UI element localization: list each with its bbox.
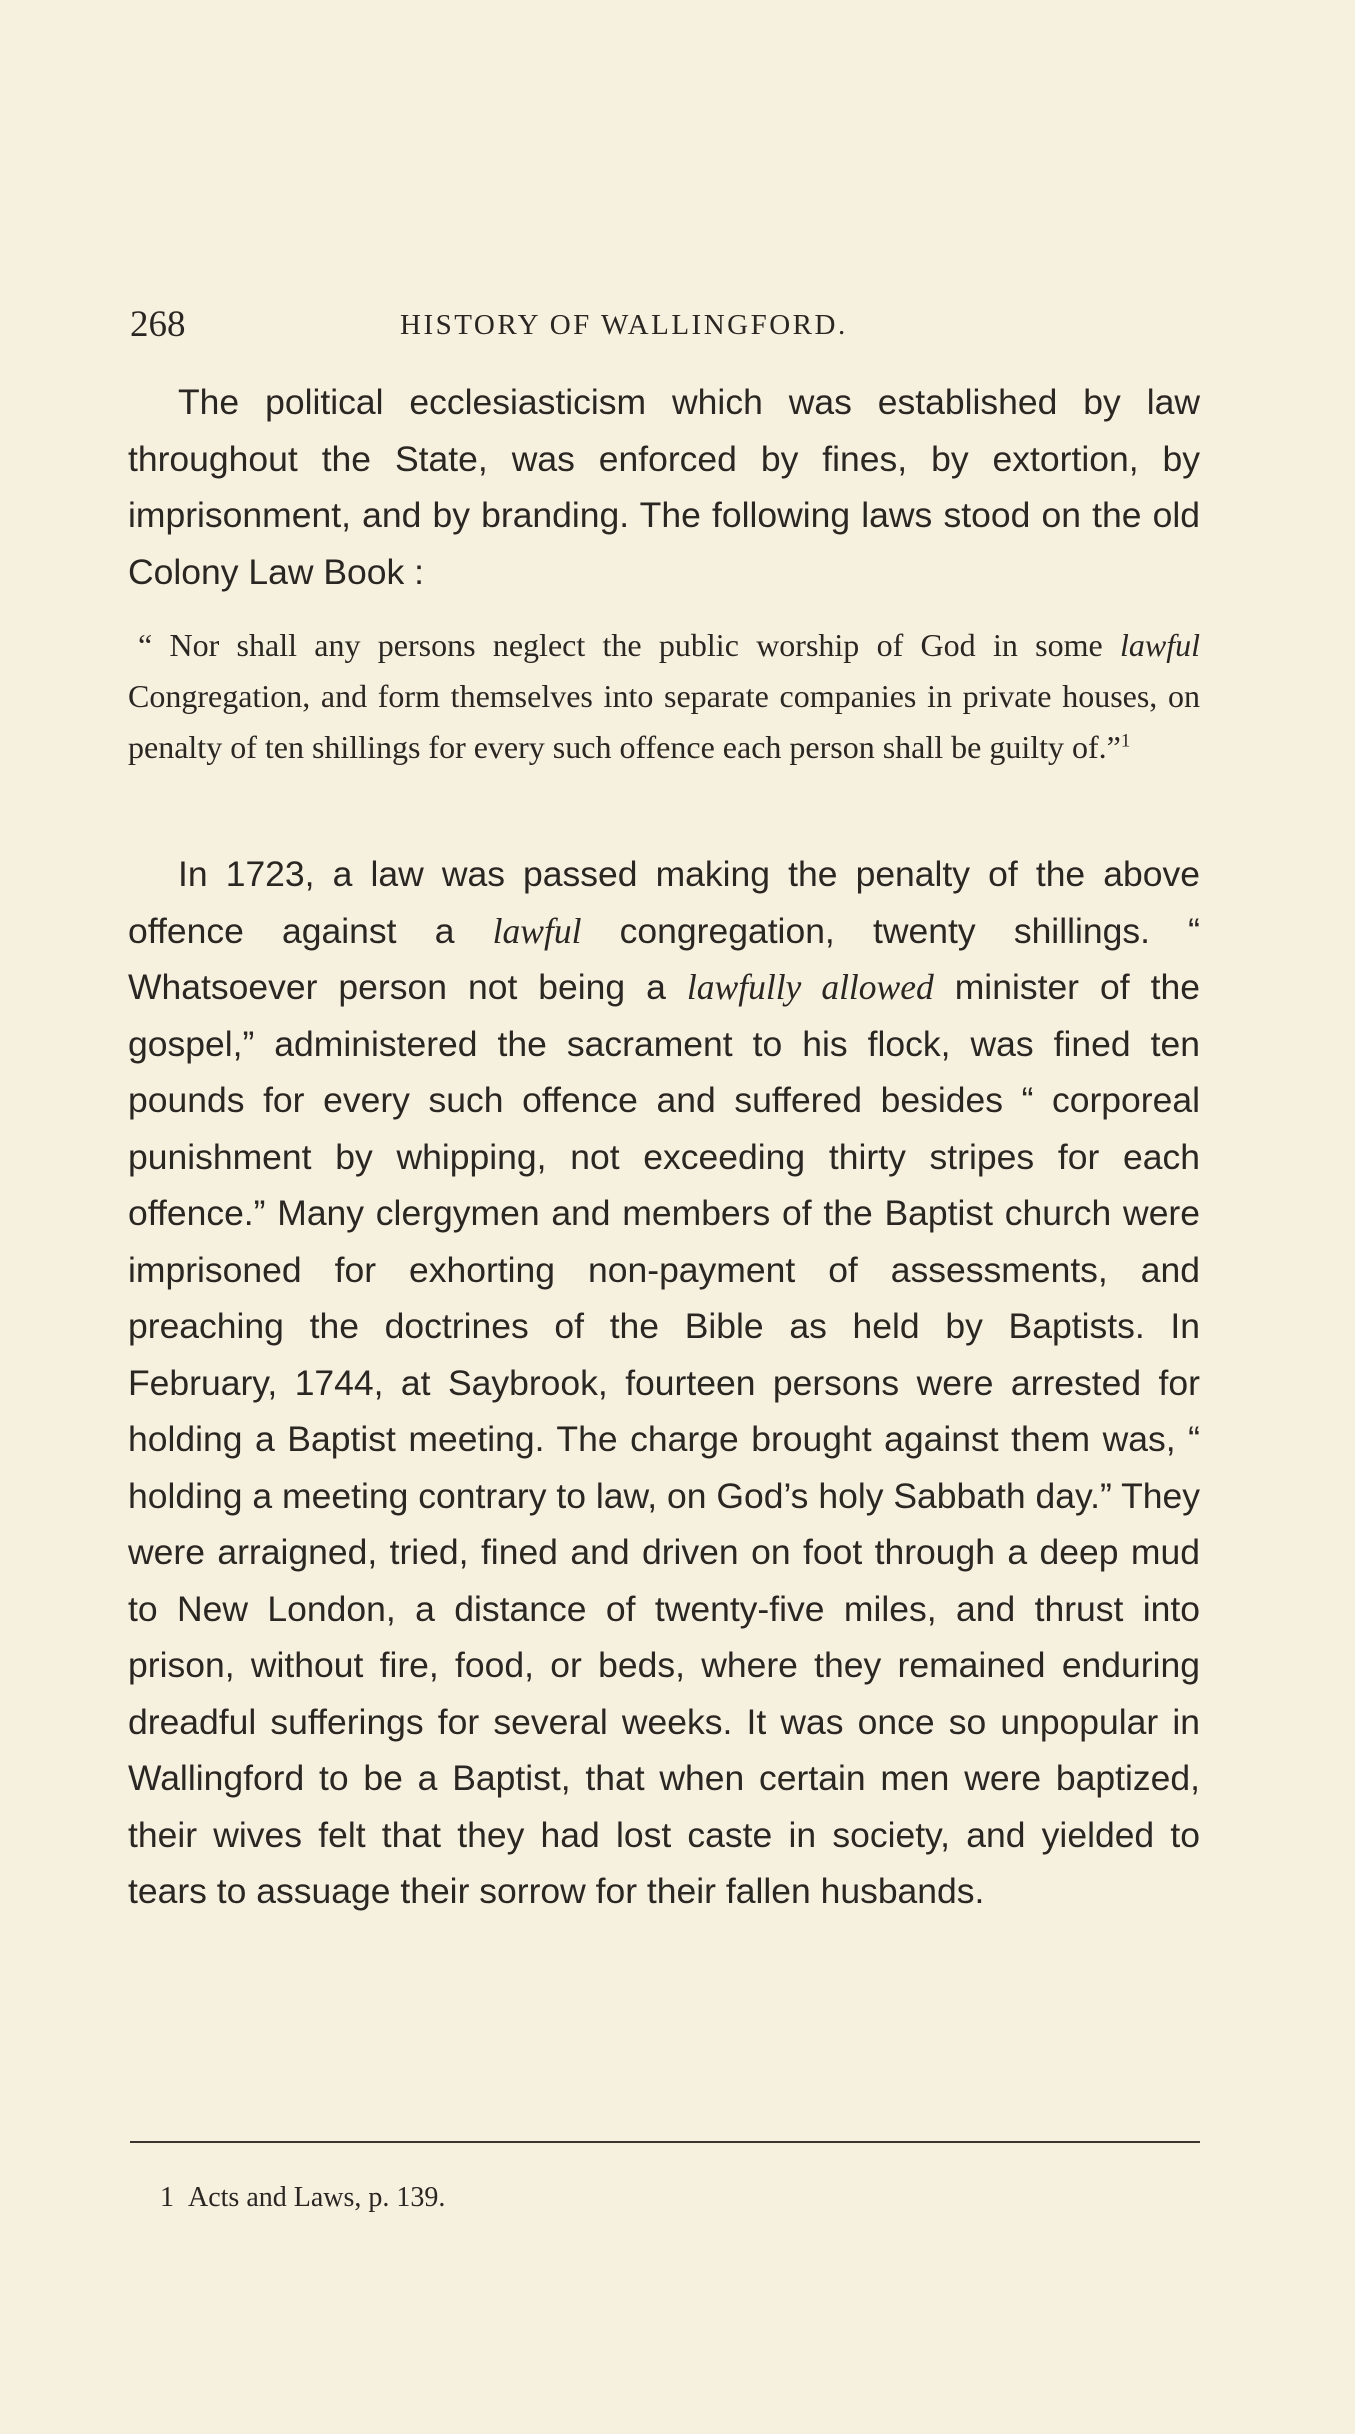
footnote <box>160 2178 445 2218</box>
footnote-marker: 1 <box>1120 730 1131 752</box>
p2-italic-lawful: lawful <box>492 910 582 951</box>
paragraph-law-of-1723 <box>128 846 1200 1920</box>
quote-italic-lawful: lawful <box>1119 627 1200 663</box>
running-title: HISTORY OF WALLINGFORD. <box>400 309 848 341</box>
p2-text-3: minister of the gospel,” administered the sacrament to his flock, was fined ten pounds for every such offence and suffered besides “ corporeal punishment by whipping, not exceeding thirty stripes for each offence.” Many clergymen and members of the Baptist church were imprisoned for exhorting non-payment of assessments, and preaching the doctrines of the Bible as held by Baptists. In February, 1744, at Saybrook, fourteen persons were arrested for holding a Baptist meeting. The charge brought against them was, “ holding a meeting contrary to law, on God’s holy Sabbath day.” They were arraigned, tried, fined and driven on foot through a deep mud to New London, a distance of twenty-five miles, and thrust into prison, without fire, food, or beds, where they remained enduring dreadful sufferings for several weeks. It was once so unpopular in Wallingford to be a Baptist, that when certain men were baptized, their wives felt that they had lost caste in society, and yielded to tears to assuage their sorrow for their fallen husbands. <box>128 967 1200 1911</box>
page-number: 268 <box>130 304 186 345</box>
quote-text-2: Congregation, and form themselves into separate companies in private houses, on penalty of ten shillings for every such offence each person shall be guilty of.” <box>128 678 1200 765</box>
quote-text-1: “ Nor shall any persons neglect the public worship of God in some <box>138 627 1120 663</box>
footnote-rule <box>130 2141 1200 2143</box>
paragraph-political-ecclesiasticism: The political ecclesiasticism which was established by law throughout the State, was enforced by fines, by extortion, by imprisonment, and by branding. The following laws stood on the old Colony Law Book : <box>128 382 1200 592</box>
footnote-text: Acts and Laws, p. 139. <box>188 2182 446 2213</box>
footnote-number: 1 <box>160 2182 174 2213</box>
p2-text-1: In 1723, a law was passed making the penalty of the above offence against a <box>128 854 1200 951</box>
running-head <box>130 300 1200 350</box>
p2-italic-lawfully-allowed: lawfully allowed <box>686 967 934 1007</box>
p2-text-2: congregation, twenty shillings. “ Whatsoever person not being a <box>128 910 1200 1007</box>
colony-law-quote <box>128 620 1200 773</box>
